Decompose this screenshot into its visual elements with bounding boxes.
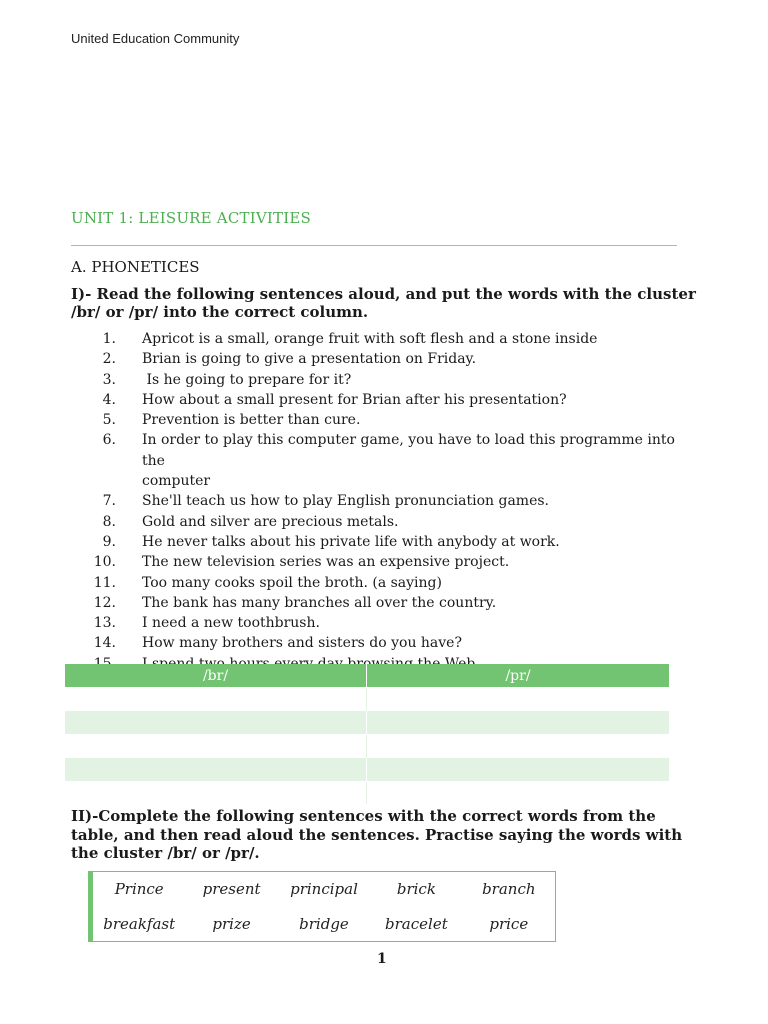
- answer-cell[interactable]: [65, 781, 367, 804]
- list-item: [71, 573, 691, 593]
- list-item: [71, 512, 691, 532]
- sentence-text: How many brothers and sisters do you have?: [142, 635, 462, 652]
- item-number: 5.: [102, 412, 116, 429]
- list-item: [71, 491, 691, 511]
- answer-cell[interactable]: [65, 734, 367, 757]
- answer-cell[interactable]: [65, 711, 367, 734]
- table-row: [65, 734, 669, 757]
- list-item: [71, 430, 691, 471]
- word-bank: [88, 871, 556, 942]
- table-row: [65, 758, 669, 781]
- word-bank-item: branch: [482, 880, 536, 899]
- task-1-instructions: I)- Read the following sentences aloud, and put the words with the cluster /br/ or /pr/ into the correct column.: [71, 285, 696, 321]
- sentence-text: I need a new toothbrush.: [142, 615, 320, 632]
- column-header-pr: /pr/: [367, 664, 670, 688]
- sentence-text: She'll teach us how to play English pronunciation games.: [142, 493, 549, 510]
- table-row: [65, 688, 669, 711]
- sentence-list: [71, 329, 691, 674]
- word-bank-item: prize: [212, 914, 251, 933]
- item-number: 3.: [102, 371, 116, 388]
- word-bank-item: breakfast: [103, 914, 176, 933]
- sentence-text: The bank has many branches all over the country.: [142, 594, 497, 611]
- answer-cell[interactable]: [367, 688, 670, 711]
- item-number: 12.: [93, 594, 116, 611]
- sentence-text: Prevention is better than cure.: [142, 412, 361, 429]
- sentence-text: In order to play this computer game, you have to load this programme into the: [142, 432, 675, 469]
- word-bank-item: principal: [290, 880, 358, 899]
- answer-cell[interactable]: [65, 688, 367, 711]
- answer-cell[interactable]: [65, 758, 367, 781]
- list-item: [71, 593, 691, 613]
- sentence-text: Too many cooks spoil the broth. (a saying): [142, 574, 442, 591]
- list-item: [71, 532, 691, 552]
- sentence-text: Is he going to prepare for it?: [142, 371, 352, 388]
- cluster-table: [65, 664, 669, 804]
- list-item: [71, 552, 691, 572]
- list-item: [71, 471, 691, 491]
- table-header-row: [65, 664, 669, 688]
- item-number: 9.: [102, 533, 116, 550]
- column-header-br: /br/: [65, 664, 367, 688]
- word-bank-item: bridge: [299, 914, 349, 933]
- item-number: 11.: [93, 574, 116, 591]
- sentence-text: He never talks about his private life with anybody at work.: [142, 533, 560, 550]
- unit-title: UNIT 1: LEISURE ACTIVITIES: [71, 209, 311, 227]
- list-item: [71, 390, 691, 410]
- task-2-instructions: II)-Complete the following sentences with the correct words from the table, and then read aloud the sentences. Practise saying the words with the cluster /br/ or /pr/.: [71, 807, 683, 862]
- title-divider: [71, 245, 677, 246]
- word-bank-item: brick: [396, 880, 436, 899]
- sentence-text: How about a small present for Brian after his presentation?: [142, 391, 567, 408]
- sentence-text: The new television series was an expensive project.: [142, 554, 510, 571]
- sentence-text: Apricot is a small, orange fruit with soft flesh and a stone inside: [142, 331, 598, 347]
- sentence-text: Brian is going to give a presentation on Friday.: [142, 351, 477, 368]
- list-item: [71, 329, 691, 349]
- sentence-text: Gold and silver are precious metals.: [142, 513, 399, 530]
- item-number: 4.: [102, 391, 116, 408]
- item-number: 1.: [102, 331, 116, 347]
- item-number: [71, 471, 116, 491]
- list-item: [71, 410, 691, 430]
- answer-cell[interactable]: [367, 734, 670, 757]
- answer-cell[interactable]: [367, 711, 670, 734]
- item-number: 13.: [93, 615, 116, 632]
- item-number: 7.: [102, 493, 116, 510]
- item-number: 8.: [102, 513, 116, 530]
- item-number: 2.: [102, 351, 116, 368]
- list-item: [71, 370, 691, 390]
- answer-cell[interactable]: [367, 781, 670, 804]
- item-number: 14.: [93, 635, 116, 652]
- list-item: [71, 613, 691, 633]
- header-org: United Education Community: [71, 31, 240, 46]
- list-item: [71, 633, 691, 653]
- word-bank-item: price: [489, 914, 529, 933]
- table-row: [65, 711, 669, 734]
- answer-cell[interactable]: [367, 758, 670, 781]
- word-bank-item: Prince: [114, 880, 164, 899]
- word-bank-item: present: [202, 880, 261, 899]
- section-heading: A. PHONETICES: [71, 258, 200, 276]
- item-number: 10.: [93, 554, 116, 571]
- table-row: [65, 781, 669, 804]
- page-number: 1: [377, 951, 387, 967]
- word-bank-item: bracelet: [385, 914, 448, 933]
- list-item: [71, 349, 691, 369]
- item-number: 6.: [102, 432, 116, 449]
- sentence-text: computer: [142, 473, 211, 490]
